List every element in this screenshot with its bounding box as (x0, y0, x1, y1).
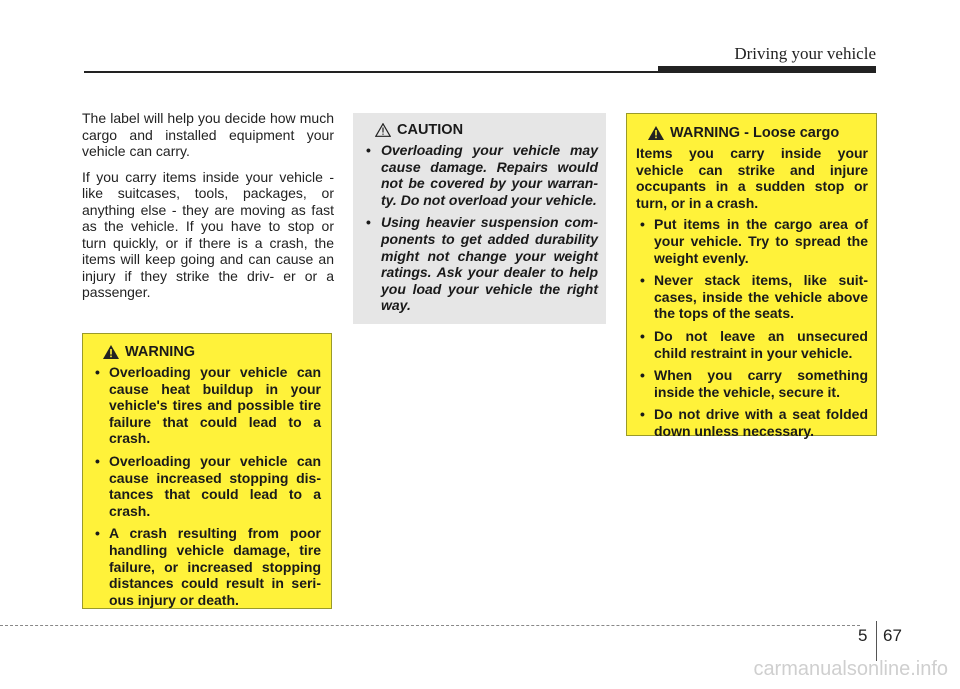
caution-box (353, 113, 606, 324)
list-item: • A crash resulting from poor handling vehicle damage, tire failure, or increased stopping distances could result in seri- ous injury or death. (91, 525, 321, 608)
page-number-separator (876, 621, 877, 661)
warning-cargo-subtitle: - Loose cargo (740, 125, 840, 141)
warning-triangle-icon (648, 126, 664, 140)
warning-list (91, 364, 321, 608)
warning-cargo-box (626, 113, 877, 439)
list-item: • Put items in the cargo area of your vehicle. Try to spread the weight evenly. (636, 216, 868, 266)
list-item: • Do not leave an unsecured child restraint in your vehicle. (636, 328, 868, 361)
caution-header (363, 122, 598, 138)
section-title: Driving your vehicle (734, 44, 876, 63)
list-item: • Do not drive with a seat folded down unless necessary. (636, 406, 868, 439)
list-item: • Overloading your vehicle can cause heat buildup in your vehicle's tires and possible tire failure that could lead to a crash. (91, 364, 321, 447)
page-number: 67 (883, 626, 902, 645)
warning-cargo-header (636, 125, 868, 141)
warning-cargo-title: WARNING (670, 125, 741, 141)
list-item: • Overloading your vehicle can cause increased stopping dis- tances that could lead to a crash. (91, 453, 321, 519)
warning-cargo-intro: Items you carry inside your vehicle can strike and injure occupants in a sudden stop or turn, or in a crash. (636, 145, 868, 211)
warning-cargo-list (636, 216, 868, 439)
header-rule-accent (658, 66, 876, 72)
list-item: • Using heavier suspension com- ponents to get added durability might not change your weight ratings. Ask your dealer to help you load your vehicle the right way. (363, 214, 598, 314)
caution-triangle-icon (375, 123, 391, 137)
warning-title: WARNING (125, 344, 196, 360)
list-item: • Never stack items, like suit- cases, inside the vehicle above the tops of the seats. (636, 272, 868, 322)
list-item: • When you carry something inside the vehicle, secure it. (636, 367, 868, 400)
warning-header (91, 344, 321, 360)
chapter-number: 5 (858, 626, 868, 645)
body-paragraph: If you carry items inside your vehicle - like suitcases, tools, packages, or anything else - they are moving as fast as the vehicle. If you have to stop or turn quickly, or if there is a crash, the items will keep going and can cause an injury if they strike the driv- er or a passenger. (82, 168, 334, 300)
caution-title: CAUTION (397, 122, 464, 138)
body-paragraph: The label will help you decide how much cargo and installed equipment your vehicle can carry. (82, 110, 334, 159)
list-item: • Overloading your vehicle may cause damage. Repairs would not be covered by your warran- ty. Do not overload your vehicle. (363, 142, 598, 208)
watermark: carmanualsonline.info (753, 658, 948, 680)
footer-divider (0, 625, 860, 626)
warning-triangle-icon (103, 345, 119, 359)
warning-box (82, 333, 332, 609)
body-text (82, 110, 334, 310)
caution-list (363, 142, 598, 314)
